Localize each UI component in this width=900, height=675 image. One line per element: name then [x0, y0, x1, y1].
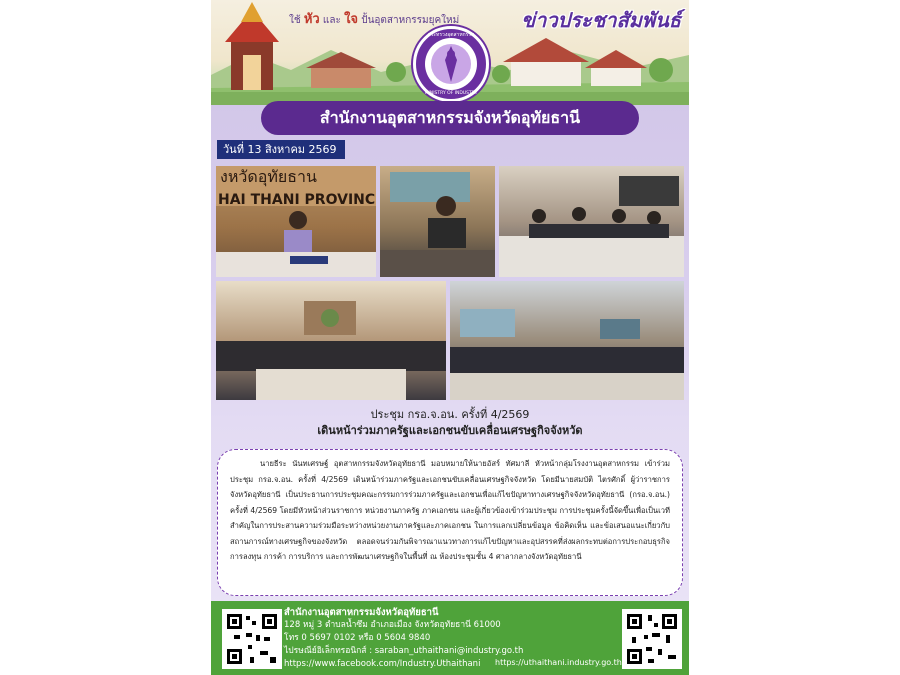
meeting-photo-3 [499, 166, 684, 277]
headline-line-2: เดินหน้าร่วมภาครัฐและเอกชนขับเคลื่อนเศรษฐกิจจังหวัด [317, 424, 583, 437]
ministry-seal: กระทรวงอุตสาหกรรม MINISTRY OF INDUSTRY [413, 26, 489, 102]
press-release-poster [211, 0, 689, 675]
footer-address: 128 หมู่ 3 ตำบลน้ำซึม อำเภอเมือง จังหวัดอุทัยธานี 61000 [284, 620, 501, 630]
meeting-photo-1 [216, 166, 376, 277]
footer-phone: โทร 0 5697 0102 หรือ 0 5604 9840 [284, 633, 431, 643]
meeting-photo-4 [216, 281, 446, 400]
slogan: ใช้ หัว และ ใจ ปั้นอุตสาหกรรมยุคใหม่ [289, 12, 460, 27]
svg-text:HAI THANI PROVINC: HAI THANI PROVINC [218, 192, 376, 208]
contact-info [284, 606, 523, 671]
date-tag: วันที่ 13 สิงหาคม 2569 [217, 140, 345, 159]
news-title: ข่าวประชาสัมพันธ์ [521, 8, 681, 32]
footer-org-name: สำนักงานอุตสาหกรรมจังหวัดอุทัยธานี [284, 607, 439, 618]
office-name-bar: สำนักงานอุตสาหกรรมจังหวัดอุทัยธานี [261, 101, 639, 135]
svg-text:งหวัดอุทัยธาน: งหวัดอุทัยธาน [220, 167, 317, 186]
headline-line-1: ประชุม กรอ.จ.อน. ครั้งที่ 4/2569 [370, 408, 530, 421]
meeting-photo-2 [380, 166, 495, 277]
article-body: นายธีระ นันทเศรษฐ์ อุตสาหกรรมจังหวัดอุทัยธานี มอบหมายให้นายอัสร์ ทัศมาลี หัวหน้ากลุ่มโรงงานอุตสาหกรรม เข้าร่วมประชุม กรอ.จ.อน. ครั้งที่ 4/2569 เดินหน้าร่วมภาครัฐและเอกชนขับเคลื่อนเศรษฐกิจจังหวัด โดยมีนายสมบัติ ไตรศักดิ์ ผู้ว่าราชการจังหวัดอุทัยธานี เป็นประธานการประชุมคณะกรรมการร่วมภาครัฐและเอกชนเพื่อแก้ไขปัญหาทางเศรษฐกิจจังหวัดอุทัยธานี (กรอ.จ.อน.) ครั้งที่ 4/2569 โดยมีหัวหน้าส่วนราชการ หน่วยงานภาครัฐ ภาคเอกชน และผู้เกี่ยวข้องเข้าร่วมประชุม การประชุมครั้งนี้จัดขึ้นเพื่อเป็นเวทีสำคัญในการประสานความร่วมมือระหว่างหน่วยงานภาครัฐและภาคเอกชน ในการแลกเปลี่ยนข้อมูล ข้อคิดเห็น และข้อเสนอแนะเกี่ยวกับสถานการณ์ทางเศรษฐกิจของจังหวัด ตลอดจนร่วมกันพิจารณาแนวทางการแก้ไขปัญหาและอุปสรรคที่ส่งผลกระทบต่อการประกอบธุรกิจ การลงทุน การค้า การบริการ และการพัฒนาเศรษฐกิจในพื้นที่ ณ ห้องประชุมชั้น 4 ศาลากลางจังหวัดอุทัยธานี [217, 449, 683, 596]
footer-facebook-link[interactable]: https://www.facebook.com/Industry.Uthaithani [284, 659, 481, 669]
headline [211, 407, 689, 439]
footer-website-link[interactable]: https://uthaithani.industry.go.th [495, 658, 622, 667]
header-banner [211, 0, 689, 105]
deity-emblem-icon [425, 38, 477, 90]
meeting-photo-5 [450, 281, 684, 400]
footer-email[interactable]: ไปรษณีย์อิเล็กทรอนิกส์ : saraban_uthaithani@industry.go.th [284, 646, 524, 656]
qr-code-right-icon[interactable] [622, 609, 682, 669]
qr-code-left-icon[interactable] [222, 609, 282, 669]
footer-contact [211, 601, 689, 675]
